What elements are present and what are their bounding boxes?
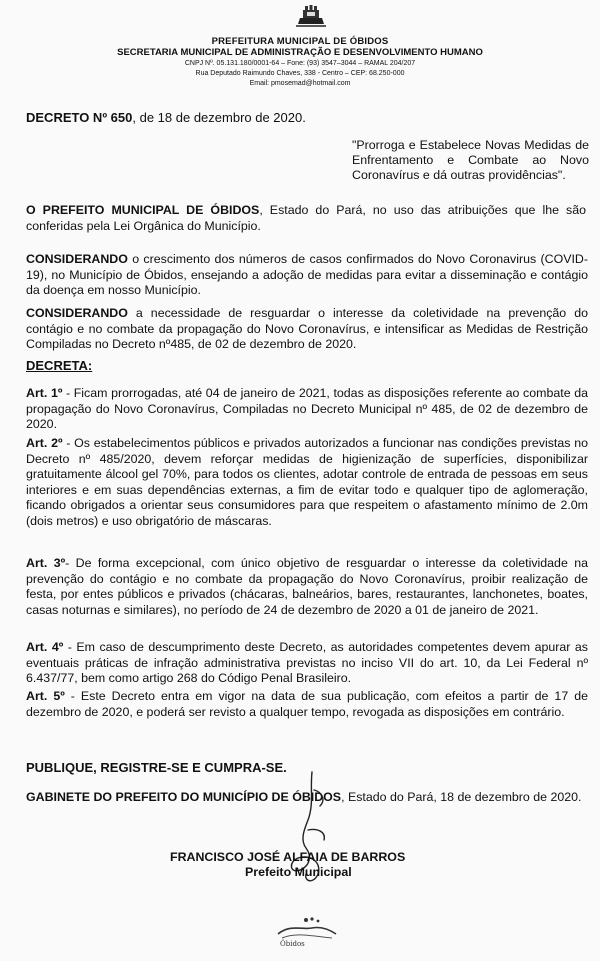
article-5 — [26, 689, 588, 720]
gabinete-label: GABINETE DO PREFEITO DO MUNICÍPIO DE ÓBIDOS — [26, 790, 342, 804]
cnpj-text: CNPJ Nº. 05.131.180/0001-64 – Fone: (93) 3547–3044 – RAMAL 204/207 — [184, 60, 416, 67]
article-1-label: Art. 1º — [26, 386, 63, 400]
considerando-1-label: CONSIDERANDO — [26, 252, 128, 266]
article-4-label: Art. 4º — [26, 640, 64, 654]
article-5-label: Art. 5º — [26, 689, 65, 703]
article-2-text: - Os estabelecimentos públicos e privados autorizados a funcionar nas condições previstas no Decreto nº 485/2020, devem reforçar medidas de higienização de superfícies, disponibilizar gratuitamente álcool gel 70%, para todos os clientes, adotar controle de entrada de pessoas em seus interiores e em suas dependências externas, a fim de evitar todo e qualquer tipo de aglomeração, ficando obrigados a orientar seus consumidores para que respeitem o afastamento mínimo de 2.0m (dois metros) e uso obrigatório de máscaras. — [26, 436, 588, 528]
article-3-label: Art. 3º — [26, 556, 66, 570]
decree-title — [26, 110, 546, 126]
decree-date: , de 18 de dezembro de 2020. — [132, 110, 306, 125]
decreta-heading: DECRETA: — [26, 358, 93, 373]
address-text: Rua Deputado Raimundo Chaves, 338 - Centro – CEP: 68.250-000 — [195, 70, 405, 77]
municipal-logo-icon — [272, 912, 342, 948]
signer-name: FRANCISCO JOSÉ ALFAIA DE BARROS — [170, 850, 406, 864]
article-4 — [26, 640, 588, 687]
article-4-text: - Em caso de descumprimento deste Decreto, as autoridades competentes devem apurar as eventuais práticas de infração administrativa previstas no inciso VII do art. 10, da Lei Federal nº 6.437/77, bem como artigo 268 do Código Penal Brasileiro. — [26, 640, 589, 685]
decree-ementa: "Prorroga e Estabelece Novas Medidas de Enfrentamento e Combate ao Novo Coronavírus e dá outras providências". — [352, 138, 589, 182]
considerando-1-text: o crescimento dos números de casos confirmados do Novo Coronavirus (COVID-19), no Município de Óbidos, ensejando a adoção de medidas para evitar a disseminação e contágio da doença em nosso Município. — [26, 252, 588, 297]
header-line-secretaria: SECRETARIA MUNICIPAL DE ADMINISTRAÇÃO E DESENVOLVIMENTO HUMANO — [117, 47, 483, 58]
preamble — [26, 203, 586, 234]
publique-line: PUBLIQUE, REGISTRE-SE E CUMPRA-SE. — [26, 760, 287, 775]
article-3-text: - De forma excepcional, com único objetivo de resguardar o interesse da coletividade na prevenção do contágio e no combate da propagação do Novo Coronavírus, proibir realização de festa, por entes públicos e privados (chácaras, balneários, bares, restaurantes, lanchonetes, boates, casas noturnas e similares), no período de 24 de dezembro de 2020 a 01 de janeiro de 2021. — [26, 556, 588, 617]
considerando-2-text: a necessidade de resguardar o interesse da coletividade na prevenção do contágio e no combate da propagação do Novo Coronavírus, e intensificar as Medidas de Restrição Compiladas no Decreto nº485, de 02 de dezembro de 2020. — [26, 306, 588, 351]
article-5-text: - Este Decreto entra em vigor na data de sua publicação, com efeitos a partir de 17 de dezembro de 2020, e poderá ser revisto a qualquer tempo, revogada as disposições em contrário. — [26, 689, 588, 719]
considerando-2 — [26, 306, 588, 353]
signer-role: Prefeito Municipal — [245, 865, 352, 879]
considerando-2-label: CONSIDERANDO — [26, 306, 128, 320]
article-2-label: Art. 2º — [26, 436, 63, 450]
header-line-address — [60, 70, 540, 77]
decree-number: DECRETO Nº 650 — [26, 110, 133, 125]
header-line-prefeitura: PREFEITURA MUNICIPAL DE ÓBIDOS — [211, 36, 389, 47]
gabinete-text: , Estado do Pará, 18 de dezembro de 2020. — [341, 790, 582, 804]
article-3 — [26, 556, 588, 618]
preamble-authority: O PREFEITO MUNICIPAL DE ÓBIDOS — [26, 203, 260, 217]
footer-logo-text: Óbidos — [280, 940, 305, 948]
article-1 — [26, 386, 588, 433]
coat-of-arms-icon — [294, 4, 328, 28]
header-line-email — [60, 80, 540, 87]
considerando-1 — [26, 252, 588, 299]
email-text: Email: pmosemad@hotmail.com — [249, 80, 351, 87]
article-1-text: - Ficam prorrogadas, até 04 de janeiro de 2021, todas as disposições referente ao combate da propagação do Novo Coronavírus, Compiladas no Decreto Municipal nº 485, de 02 de dezembro de 2020. — [26, 386, 588, 431]
header-line-cnpj — [50, 60, 550, 67]
preamble-text: , Estado do Pará, no uso das atribuições que lhe são conferidas pela Lei Orgânica do Município. — [26, 203, 586, 233]
article-2 — [26, 436, 588, 529]
